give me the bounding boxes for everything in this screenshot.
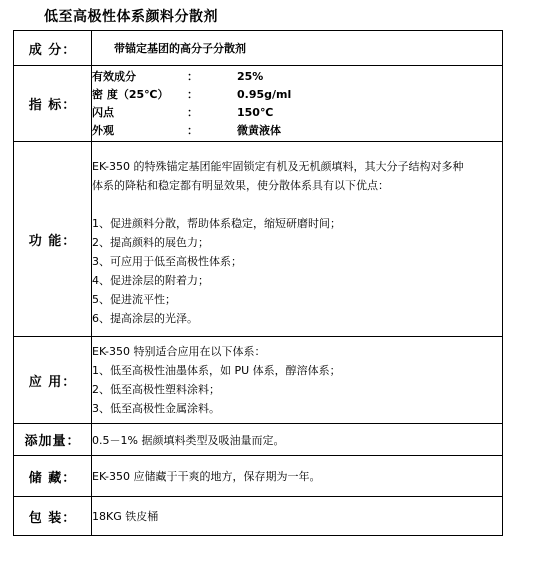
function-intro-line: EK-350 的特殊锚定基团能牢固锁定有机及无机颜填料，其大分子结构对多种 [92,159,464,173]
function-point: 3、可应用于低至高极性体系； [92,254,242,268]
dosage-label: 添加量： [14,424,92,456]
composition-row [14,31,503,66]
spec-colon: ： [187,87,198,101]
function-point: 6、提高涂层的光泽。 [92,311,198,325]
spec-colon: ： [187,69,198,83]
function-label: 功 能： [14,142,92,337]
storage-row [14,456,503,497]
application-label: 应 用： [14,337,92,424]
package-value: 18KG 铁皮桶 [92,497,503,536]
application-point: 2、低至高极性塑料涂料； [92,383,220,396]
spec-value: 25% [237,69,264,83]
package-label: 包 装： [14,497,92,536]
application-row [14,337,503,424]
dosage-row [14,424,503,456]
spec-colon: ： [187,105,198,119]
spec-item [92,104,502,122]
spec-item [92,86,502,104]
specs-label: 指 标： [14,66,92,142]
spec-value: 0.95g/ml [237,87,292,101]
function-point: 4、促进涂层的附着力； [92,273,209,287]
spec-item [92,122,502,140]
function-point: 1、促进颜料分散，帮助体系稳定，缩短研磨时间； [92,216,341,230]
application-intro: EK-350 特别适合应用在以下体系： [92,345,266,358]
specs-cell [92,66,503,142]
spec-value: 150℃ [237,105,274,119]
spec-key: 外观 [92,123,114,137]
composition-value-cell [92,31,503,66]
spec-key: 有效成分 [92,69,136,83]
storage-value: EK-350 应储藏于干爽的地方，保存期为一年。 [92,456,503,497]
function-row [14,142,503,337]
function-intro-line: 体系的降粘和稳定都有明显效果，使分散体系具有以下优点： [92,178,389,192]
function-cell [92,142,503,337]
document-title: 低至高极性体系颜料分散剂 [44,9,218,25]
composition-value: 带锚定基团的高分子分散剂 [114,42,246,55]
application-point: 1、低至高极性油墨体系，如 PU 体系，醇溶体系； [92,364,341,377]
function-point: 2、提高颜料的展色力； [92,235,209,249]
spec-colon: ： [187,123,198,137]
spec-value: 微黄液体 [237,123,281,137]
dosage-value: 0.5－1% 据颜填料类型及吸油量而定。 [92,424,503,456]
specs-row [14,66,503,142]
function-point: 5、促进流平性； [92,292,176,306]
spec-table [13,30,503,536]
spec-key: 闪点 [92,105,114,119]
spec-key: 密 度（25℃） [92,87,169,101]
storage-label: 储 藏： [14,456,92,497]
application-point: 3、低至高极性金属涂料。 [92,402,220,415]
package-row [14,497,503,536]
application-cell [92,337,503,424]
spec-item [92,68,502,86]
composition-label: 成 分： [14,31,92,66]
